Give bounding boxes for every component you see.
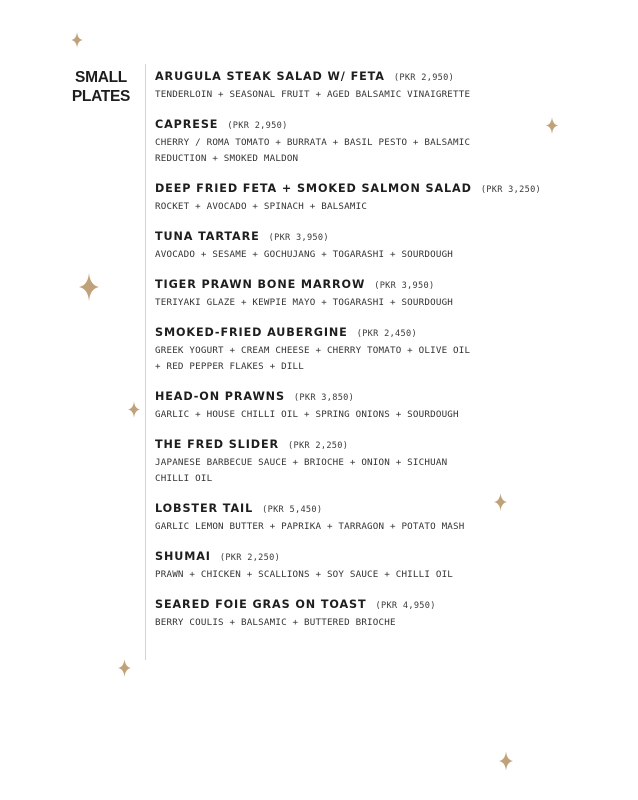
menu-item-name: CAPRESE [155,118,219,131]
menu-item-price: (PKR 2,250) [219,553,281,563]
menu-item-description: CHILLI OIL [155,473,213,484]
menu-item-description: ROCKET + AVOCADO + SPINACH + BALSAMIC [155,201,368,212]
menu-item-name: ARUGULA STEAK SALAD W/ FETA [155,70,385,83]
menu-item [155,67,595,103]
menu-item-description: GREEK YOGURT + CREAM CHEESE + CHERRY TOMATO + OLIVE OIL [155,345,471,356]
menu-item-name: THE FRED SLIDER [155,438,280,451]
menu-item-description: AVOCADO + SESAME + GOCHUJANG + TOGARASHI + SOURDOUGH [155,249,454,260]
menu-item [155,499,595,535]
menu-item-description: TERIYAKI GLAZE + KEWPIE MAYO + TOGARASHI + SOURDOUGH [155,297,454,308]
menu-item [155,547,595,583]
menu-item-name: TUNA TARTARE [155,230,260,243]
menu-item-price: (PKR 3,250) [480,185,542,195]
menu-item-name: SEARED FOIE GRAS ON TOAST [155,598,367,611]
menu-item-price: (PKR 4,950) [375,601,436,611]
sparkle-icon [499,750,513,772]
menu-item-description: CHERRY / ROMA TOMATO + BURRATA + BASIL PESTO + BALSAMIC [155,137,471,148]
section-title-line-2: PLATES [71,88,131,105]
menu-item-description: JAPANESE BARBECUE SAUCE + BRIOCHE + ONION + SICHUAN [155,457,448,468]
vertical-divider [145,64,146,660]
menu-item-name: SMOKED-FRIED AUBERGINE [155,326,348,339]
section-title-line-1: SMALL [75,69,127,86]
menu-item-price: (PKR 2,250) [288,441,349,451]
menu-item [155,595,595,631]
sparkle-icon [545,117,559,134]
menu-item-price: (PKR 5,450) [262,505,323,515]
menu-item [155,323,595,375]
menu-item-description: BERRY COULIS + BALSAMIC + BUTTERED BRIOCHE [155,617,396,628]
menu-item-price: (PKR 3,850) [293,393,355,403]
menu-item-price: (PKR 3,950) [268,233,329,243]
menu-item-price: (PKR 2,450) [356,329,417,339]
menu-item-name: LOBSTER TAIL [155,502,254,515]
menu-item-description: GARLIC LEMON BUTTER + PAPRIKA + TARRAGON + POTATO MASH [155,521,465,532]
section-title [60,68,142,106]
menu-item-description: GARLIC + HOUSE CHILLI OIL + SPRING ONIONS + SOURDOUGH [155,409,459,420]
menu-item [155,115,595,167]
menu-item [155,227,595,263]
menu-item [155,435,595,487]
sparkle-icon [494,493,507,511]
sparkle-icon [118,659,131,677]
menu-item-description: TENDERLOIN + SEASONAL FRUIT + AGED BALSAMIC VINAIGRETTE [155,89,471,100]
menu-item-price: (PKR 2,950) [227,121,288,131]
menu-item-name: SHUMAI [155,550,211,563]
sparkle-icon [79,271,99,303]
menu-item-description: + RED PEPPER FLAKES + DILL [155,361,305,372]
menu-item [155,387,595,423]
sparkle-icon [71,32,83,48]
menu-item-price: (PKR 2,950) [393,73,455,83]
menu-item [155,275,595,311]
menu-item-name: DEEP FRIED FETA + SMOKED SALMON SALAD [155,182,472,195]
sparkle-icon [128,401,140,418]
menu-item-name: HEAD-ON PRAWNS [155,390,285,403]
menu-item-name: TIGER PRAWN BONE MARROW [155,278,366,291]
menu-item [155,179,595,215]
menu-item-description: REDUCTION + SMOKED MALDON [155,153,299,164]
menu-item-price: (PKR 3,950) [374,281,435,291]
menu-item-description: PRAWN + CHICKEN + SCALLIONS + SOY SAUCE + CHILLI OIL [155,569,454,580]
